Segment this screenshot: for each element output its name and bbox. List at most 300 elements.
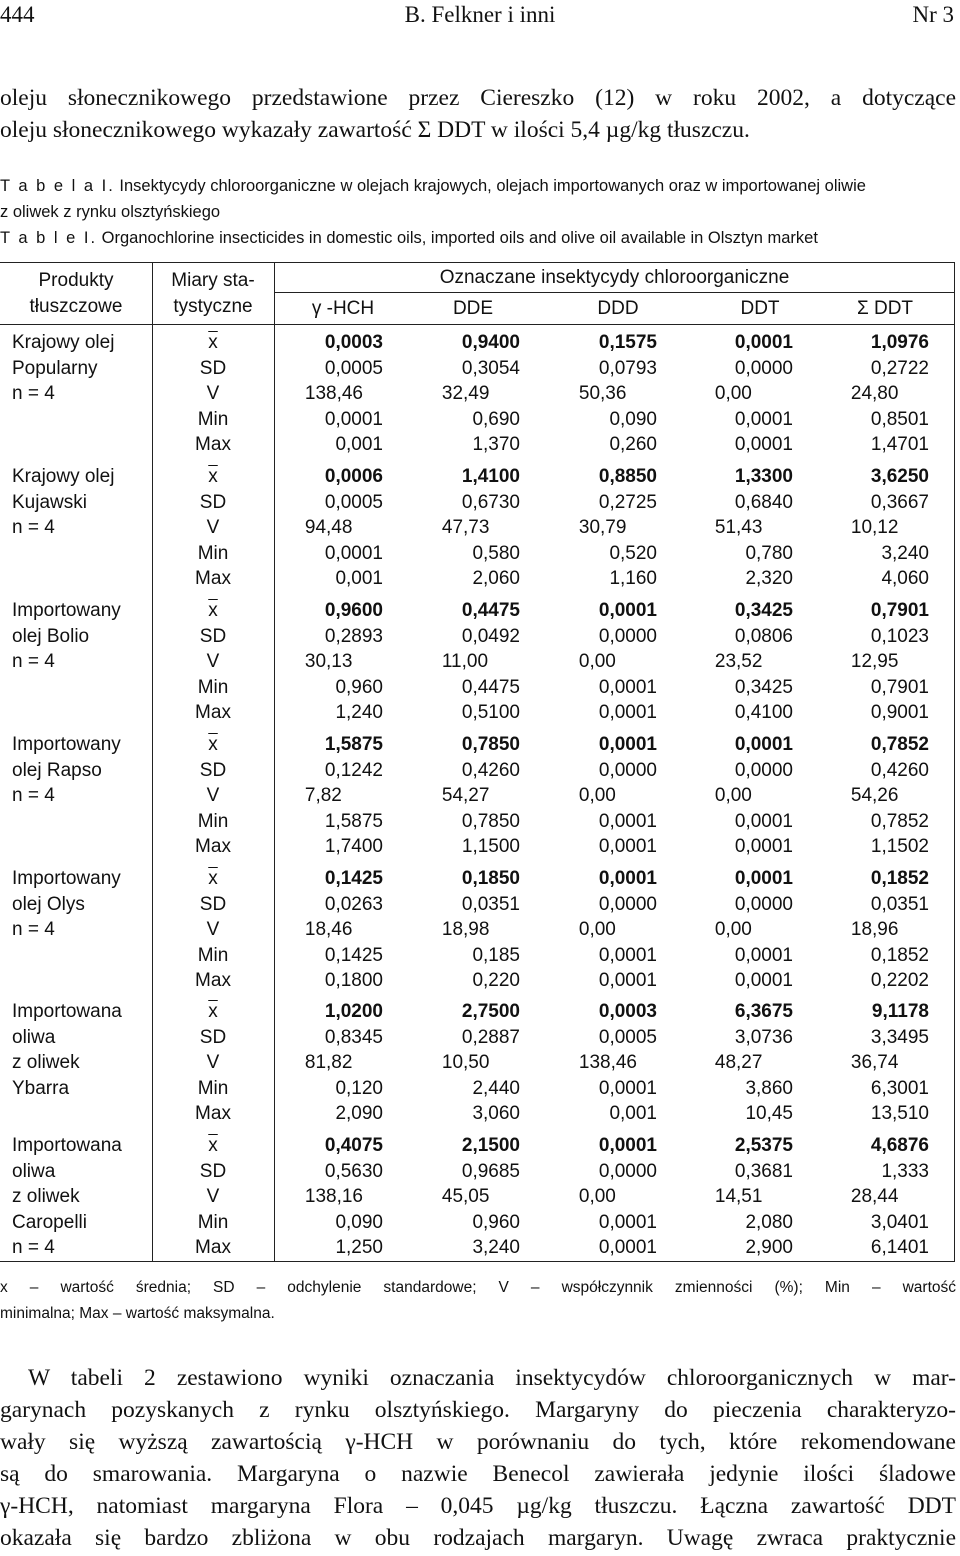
value-cell: 1,0200 xyxy=(324,1001,383,1022)
value-cell: 2,060 xyxy=(472,568,520,590)
value-cell: 0,9400 xyxy=(461,332,520,353)
value-column xyxy=(441,866,520,994)
text-line: oleju słonecznikowego przedstawione przez Ciereszko (12) w roku 2002, a dotyczące xyxy=(0,85,956,111)
value-column xyxy=(850,866,929,994)
value-cell: 0,6840 xyxy=(734,491,793,513)
stat-label: SD xyxy=(199,491,227,513)
value-column xyxy=(304,464,383,592)
value-cell: 2,7500 xyxy=(461,1001,520,1022)
footnote-line: minimalna; Max – wartość maksymalna. xyxy=(0,1305,275,1322)
stat-label: Min xyxy=(197,1077,229,1099)
caption-en-text: Organochlorine insecticides in domestic oils, imported oils and olive oil available in Olsztyn market xyxy=(97,229,818,247)
value-cell: 0,7850 xyxy=(461,734,520,755)
product-name-line: olej Olys xyxy=(12,893,85,915)
value-cell: 0,0492 xyxy=(461,625,520,647)
value-cell: 0,0263 xyxy=(324,893,383,915)
header-divider xyxy=(274,292,955,293)
value-column xyxy=(850,999,929,1127)
value-cell: 0,0806 xyxy=(734,625,793,647)
value-cell: 4,6876 xyxy=(870,1135,929,1156)
value-cell: 0,2202 xyxy=(870,970,929,992)
value-column xyxy=(850,732,929,860)
value-cell: 0,0000 xyxy=(734,893,793,915)
value-column xyxy=(714,464,793,592)
value-cell: 0,8850 xyxy=(598,466,657,487)
product-name-line: z oliwek xyxy=(12,1052,80,1074)
caption-pl-text: Insektycydy chloroorganiczne w olejach krajowych, olejach importowanych oraz w importowanej oliwie xyxy=(114,177,866,195)
value-cell: 10,45 xyxy=(745,1103,793,1125)
header-ddd: DDD xyxy=(597,298,639,319)
value-cell: 2,1500 xyxy=(461,1135,520,1156)
value-cell: 0,0001 xyxy=(598,836,657,858)
value-cell: 18,98 xyxy=(441,919,490,941)
value-cell: 138,46 xyxy=(304,383,363,405)
value-cell: 0,1023 xyxy=(870,625,929,647)
stat-label: SD xyxy=(199,759,227,781)
value-cell: 54,26 xyxy=(850,785,899,807)
value-cell: 0,0001 xyxy=(734,868,793,889)
value-column xyxy=(578,732,657,860)
value-column xyxy=(304,598,383,726)
value-cell: 1,3300 xyxy=(734,466,793,487)
header-hch: γ -HCH xyxy=(311,298,375,319)
stat-label: Max xyxy=(195,1237,231,1259)
value-cell: 0,520 xyxy=(609,542,657,564)
value-cell: 0,0001 xyxy=(734,408,793,430)
stat-label: V xyxy=(206,919,220,941)
value-cell: 4,060 xyxy=(881,568,929,590)
value-cell: 0,580 xyxy=(472,542,520,564)
value-column xyxy=(441,330,520,458)
value-cell: 45,05 xyxy=(441,1186,490,1208)
text-line: okazała się bardzo zbliżona w obu rodzajach margaryn. Uwagę zwraca praktycznie xyxy=(0,1525,956,1551)
product-name xyxy=(12,732,121,809)
value-cell: 0,0006 xyxy=(324,466,383,487)
value-cell: 2,090 xyxy=(335,1103,383,1125)
value-cell: 0,7850 xyxy=(461,810,520,832)
stat-label: Max xyxy=(195,702,231,724)
value-column xyxy=(714,598,793,726)
header-products xyxy=(0,268,152,320)
value-column xyxy=(714,999,793,1127)
caption-pl-line xyxy=(0,173,958,199)
value-cell: 12,95 xyxy=(850,651,899,673)
value-cell: 1,250 xyxy=(335,1237,383,1259)
table-caption xyxy=(0,173,958,251)
value-cell: 0,1242 xyxy=(324,759,383,781)
value-cell: 0,7901 xyxy=(870,676,929,698)
value-cell: 13,510 xyxy=(870,1103,929,1125)
stat-label: SD xyxy=(199,625,227,647)
product-name-line: Ybarra xyxy=(12,1077,70,1099)
value-cell: 48,27 xyxy=(714,1052,763,1074)
value-cell: 0,6730 xyxy=(461,491,520,513)
stat-label: Min xyxy=(197,676,229,698)
value-cell: 0,3681 xyxy=(734,1160,793,1182)
value-cell: 0,5630 xyxy=(324,1160,383,1182)
value-cell: 1,4100 xyxy=(461,466,520,487)
stat-label: V xyxy=(206,651,220,673)
value-cell: 2,5375 xyxy=(734,1135,793,1156)
stat-labels xyxy=(138,330,288,458)
value-cell: 9,1178 xyxy=(871,1001,929,1022)
product-name-line: olej Bolio xyxy=(12,625,90,647)
stat-label: x xyxy=(208,600,218,621)
running-header xyxy=(0,0,960,32)
header-line: tłuszczowe xyxy=(29,296,123,317)
header-line: Miary sta- xyxy=(171,270,255,291)
value-cell: 0,5100 xyxy=(461,702,520,724)
value-cell: 0,0001 xyxy=(734,944,793,966)
product-name xyxy=(12,866,121,943)
product-name xyxy=(12,999,122,1101)
value-cell: 3,060 xyxy=(472,1103,520,1125)
value-cell: 0,0001 xyxy=(734,332,793,353)
value-column xyxy=(850,330,929,458)
value-cell: 0,9600 xyxy=(324,600,383,621)
header-group: Oznaczane insektycydy chloroorganiczne xyxy=(439,267,790,288)
value-cell: 51,43 xyxy=(714,517,763,539)
value-cell: 0,2722 xyxy=(870,357,929,379)
value-cell: 18,46 xyxy=(304,919,353,941)
value-cell: 1,7400 xyxy=(324,836,383,858)
stat-label: Min xyxy=(197,1211,229,1233)
value-cell: 0,0351 xyxy=(461,893,520,915)
stat-label: SD xyxy=(199,1160,227,1182)
product-name-line: Importowany xyxy=(12,734,121,755)
product-name-line: olej Rapso xyxy=(12,759,102,781)
stat-label: x xyxy=(208,332,218,353)
caption-en-label: T a b l e I. xyxy=(0,229,98,247)
data-table xyxy=(0,262,960,1262)
value-column xyxy=(441,464,520,592)
value-cell: 0,00 xyxy=(578,651,616,673)
value-column xyxy=(441,732,520,860)
value-cell: 0,1575 xyxy=(598,332,657,353)
header-line: Produkty xyxy=(38,270,114,291)
value-cell: 0,0001 xyxy=(598,1211,657,1233)
value-cell: 47,73 xyxy=(441,517,490,539)
value-cell: 0,090 xyxy=(609,408,657,430)
value-cell: 0,1852 xyxy=(870,868,929,889)
value-cell: 0,0001 xyxy=(598,810,657,832)
value-cell: 0,0001 xyxy=(598,1135,657,1156)
value-cell: 0,0001 xyxy=(734,836,793,858)
product-name-line: oliwa xyxy=(12,1026,56,1048)
value-cell: 11,00 xyxy=(441,651,489,673)
product-name xyxy=(12,1133,122,1261)
header-stats xyxy=(152,268,274,320)
stat-label: Max xyxy=(195,434,231,456)
value-cell: 36,74 xyxy=(850,1052,899,1074)
caption-en-line xyxy=(0,225,958,251)
value-cell: 0,780 xyxy=(745,542,793,564)
value-cell: 0,0001 xyxy=(598,702,657,724)
value-column xyxy=(850,464,929,592)
stat-label: Max xyxy=(195,970,231,992)
intro-paragraph xyxy=(0,82,956,146)
value-cell: 3,0401 xyxy=(870,1211,929,1233)
value-cell: 0,960 xyxy=(335,676,383,698)
stat-labels xyxy=(138,732,288,860)
page-number: 444 xyxy=(0,2,35,27)
product-name-line: n = 4 xyxy=(12,1237,55,1259)
value-cell: 0,0001 xyxy=(324,542,383,564)
value-cell: 0,0003 xyxy=(324,332,383,353)
value-cell: 0,4260 xyxy=(461,759,520,781)
value-cell: 0,0001 xyxy=(598,734,657,755)
value-cell: 2,440 xyxy=(472,1077,520,1099)
stat-label: x xyxy=(208,734,218,755)
value-column xyxy=(578,464,657,592)
value-cell: 0,00 xyxy=(578,919,616,941)
value-cell: 0,001 xyxy=(609,1103,657,1125)
stat-label: Min xyxy=(197,542,229,564)
value-cell: 0,4475 xyxy=(461,600,520,621)
value-cell: 0,0001 xyxy=(734,434,793,456)
value-cell: 0,0001 xyxy=(734,810,793,832)
value-column xyxy=(714,866,793,994)
table-footnote xyxy=(0,1275,956,1327)
value-cell: 0,960 xyxy=(472,1211,520,1233)
stat-label: x xyxy=(208,1001,218,1022)
value-cell: 0,0001 xyxy=(598,970,657,992)
value-cell: 1,5875 xyxy=(324,734,383,755)
product-name-line: Caropelli xyxy=(12,1211,87,1233)
value-cell: 0,2725 xyxy=(598,491,657,513)
value-cell: 1,1500 xyxy=(461,836,520,858)
product-name-line: Popularny xyxy=(12,357,98,379)
value-cell: 0,185 xyxy=(472,944,520,966)
product-name-line: oliwa xyxy=(12,1160,56,1182)
text-line: wały się wyższą zawartością γ-HCH w porównaniu do tych, które rekomendowane xyxy=(0,1429,956,1455)
value-cell: 0,1850 xyxy=(461,868,520,889)
value-cell: 10,50 xyxy=(441,1052,490,1074)
value-column xyxy=(441,999,520,1127)
stat-label: V xyxy=(206,517,220,539)
stat-labels xyxy=(138,999,288,1127)
value-cell: 0,0000 xyxy=(734,759,793,781)
value-column xyxy=(850,598,929,726)
header-dde: DDE xyxy=(452,298,494,319)
product-name-line: z oliwek xyxy=(12,1186,80,1208)
value-cell: 0,0000 xyxy=(598,625,657,647)
value-cell: 138,16 xyxy=(304,1186,363,1208)
value-cell: 0,4475 xyxy=(461,676,520,698)
value-cell: 0,4075 xyxy=(324,1135,383,1156)
value-cell: 0,090 xyxy=(335,1211,383,1233)
value-cell: 0,0001 xyxy=(734,734,793,755)
value-cell: 0,0005 xyxy=(324,491,383,513)
value-cell: 0,8345 xyxy=(324,1026,383,1048)
value-cell: 0,0001 xyxy=(734,970,793,992)
issue-number: Nr 3 xyxy=(912,2,954,27)
stat-label: V xyxy=(206,785,220,807)
value-cell: 0,00 xyxy=(714,919,752,941)
value-cell: 0,001 xyxy=(335,568,383,590)
footnote-line: x – wartość średnia; SD – odchylenie standardowe; V – współczynnik zmienności (%); Min – wartość xyxy=(0,1279,956,1296)
stat-label: Min xyxy=(197,408,229,430)
product-name-line: Importowana xyxy=(12,1135,122,1156)
value-cell: 0,9685 xyxy=(461,1160,520,1182)
value-cell: 0,2887 xyxy=(461,1026,520,1048)
value-cell: 0,7852 xyxy=(870,734,929,755)
product-name-line: n = 4 xyxy=(12,919,55,941)
value-cell: 0,220 xyxy=(472,970,520,992)
value-cell: 0,0000 xyxy=(598,759,657,781)
product-name-line: n = 4 xyxy=(12,651,55,673)
product-name-line: n = 4 xyxy=(12,517,55,539)
value-cell: 0,1800 xyxy=(324,970,383,992)
value-cell: 0,0003 xyxy=(598,1001,657,1022)
value-cell: 0,690 xyxy=(472,408,520,430)
value-cell: 1,333 xyxy=(881,1160,929,1182)
value-cell: 1,370 xyxy=(472,434,520,456)
caption-pl-line: z oliwek z rynku olsztyńskiego xyxy=(0,203,221,221)
value-column xyxy=(304,999,383,1127)
value-cell: 0,0001 xyxy=(324,408,383,430)
value-column xyxy=(578,1133,657,1261)
stat-labels xyxy=(138,598,288,726)
product-name-line: Kujawski xyxy=(12,491,87,513)
value-cell: 0,0001 xyxy=(598,944,657,966)
value-cell: 0,3667 xyxy=(870,491,929,513)
value-cell: 1,1502 xyxy=(870,836,929,858)
value-cell: 6,1401 xyxy=(870,1237,929,1259)
header-line: tystyczne xyxy=(173,296,253,317)
product-name-line: Importowany xyxy=(12,600,121,621)
value-cell: 0,00 xyxy=(578,1186,616,1208)
value-cell: 0,0001 xyxy=(598,1237,657,1259)
text-line: są do smarowania. Margaryna o nazwie Benecol zawierała jedynie ilości śladowe xyxy=(0,1461,956,1487)
value-cell: 1,4701 xyxy=(870,434,929,456)
stat-label: x xyxy=(208,868,218,889)
value-cell: 2,080 xyxy=(745,1211,793,1233)
value-column xyxy=(578,866,657,994)
value-cell: 0,0005 xyxy=(598,1026,657,1048)
header-bottom-rule xyxy=(0,324,955,325)
value-cell: 0,0005 xyxy=(324,357,383,379)
value-column xyxy=(714,732,793,860)
stat-label: x xyxy=(208,1135,218,1156)
value-cell: 1,0976 xyxy=(870,332,929,353)
value-cell: 10,12 xyxy=(850,517,899,539)
text-line: oleju słonecznikowego wykazały zawartość Σ DDT w ilości 5,4 µg/kg tłuszczu. xyxy=(0,117,750,143)
stat-label: V xyxy=(206,383,220,405)
value-cell: 3,860 xyxy=(745,1077,793,1099)
value-cell: 0,260 xyxy=(609,434,657,456)
value-cell: 2,320 xyxy=(745,568,793,590)
stat-labels xyxy=(138,1133,288,1261)
value-column xyxy=(304,1133,383,1261)
value-cell: 6,3675 xyxy=(734,1001,793,1022)
value-cell: 14,51 xyxy=(714,1186,763,1208)
product-name-line: Krajowy olej xyxy=(12,332,115,353)
value-cell: 0,00 xyxy=(714,785,752,807)
value-cell: 28,44 xyxy=(850,1186,899,1208)
value-cell: 30,79 xyxy=(578,517,627,539)
value-cell: 0,1852 xyxy=(870,944,929,966)
value-cell: 24,80 xyxy=(850,383,899,405)
value-cell: 2,900 xyxy=(745,1237,793,1259)
value-column xyxy=(578,330,657,458)
value-cell: 0,8501 xyxy=(870,408,929,430)
value-cell: 0,9001 xyxy=(870,702,929,724)
product-name-line: n = 4 xyxy=(12,383,55,405)
value-cell: 0,120 xyxy=(335,1077,383,1099)
value-cell: 94,48 xyxy=(304,517,353,539)
product-name-line: Krajowy olej xyxy=(12,466,115,487)
value-cell: 3,240 xyxy=(881,542,929,564)
header-sum-ddt: Σ DDT xyxy=(856,298,914,319)
value-cell: 0,7901 xyxy=(870,600,929,621)
value-column xyxy=(578,598,657,726)
stat-label: x xyxy=(208,466,218,487)
value-cell: 7,82 xyxy=(304,785,342,807)
product-name-line: Importowana xyxy=(12,1001,122,1022)
value-cell: 0,001 xyxy=(335,434,383,456)
stat-label: SD xyxy=(199,1026,227,1048)
value-cell: 0,7852 xyxy=(870,810,929,832)
value-cell: 0,4260 xyxy=(870,759,929,781)
value-cell: 0,4100 xyxy=(734,702,793,724)
value-cell: 1,240 xyxy=(335,702,383,724)
value-cell: 3,6250 xyxy=(870,466,929,487)
value-cell: 0,3425 xyxy=(734,600,793,621)
value-cell: 138,46 xyxy=(578,1052,637,1074)
product-name xyxy=(12,464,114,541)
caption-pl-label: T a b e l a I. xyxy=(0,177,115,195)
value-column xyxy=(850,1133,929,1261)
value-cell: 0,0001 xyxy=(598,600,657,621)
value-cell: 0,0001 xyxy=(598,676,657,698)
value-cell: 81,82 xyxy=(304,1052,353,1074)
value-cell: 3,3495 xyxy=(870,1026,929,1048)
value-cell: 30,13 xyxy=(304,651,353,673)
stat-label: Min xyxy=(197,810,229,832)
value-cell: 3,240 xyxy=(472,1237,520,1259)
value-cell: 32,49 xyxy=(441,383,490,405)
value-cell: 23,52 xyxy=(714,651,763,673)
value-cell: 0,0000 xyxy=(598,1160,657,1182)
value-cell: 3,0736 xyxy=(734,1026,793,1048)
value-cell: 0,0351 xyxy=(870,893,929,915)
value-cell: 0,3054 xyxy=(461,357,520,379)
value-cell: 0,00 xyxy=(578,785,616,807)
stat-labels xyxy=(138,866,288,994)
value-column xyxy=(441,1133,520,1261)
value-column xyxy=(304,732,383,860)
value-cell: 0,0001 xyxy=(598,1077,657,1099)
value-column xyxy=(304,866,383,994)
value-cell: 0,1425 xyxy=(324,944,383,966)
stat-label: Max xyxy=(195,568,231,590)
stat-label: Max xyxy=(195,1103,231,1125)
stat-labels xyxy=(138,464,288,592)
text-line: W tabeli 2 zestawiono wyniki oznaczania insektycydów chloroorganicznych w mar- xyxy=(28,1365,956,1391)
value-column xyxy=(714,1133,793,1261)
product-name xyxy=(12,598,121,675)
value-cell: 6,3001 xyxy=(870,1077,929,1099)
value-cell: 50,36 xyxy=(578,383,627,405)
stat-label: SD xyxy=(199,893,227,915)
value-column xyxy=(578,999,657,1127)
value-cell: 1,5875 xyxy=(324,810,383,832)
value-cell: 0,0001 xyxy=(598,868,657,889)
text-line: garynach pozyskanych z rynku olsztyńskiego. Margaryny do pieczenia charakteryzo- xyxy=(0,1397,956,1423)
value-cell: 0,0000 xyxy=(598,893,657,915)
text-line: γ-HCH, natomiast margaryna Flora – 0,045 µg/kg tłuszczu. Łączna zawartość DDT xyxy=(0,1493,956,1519)
